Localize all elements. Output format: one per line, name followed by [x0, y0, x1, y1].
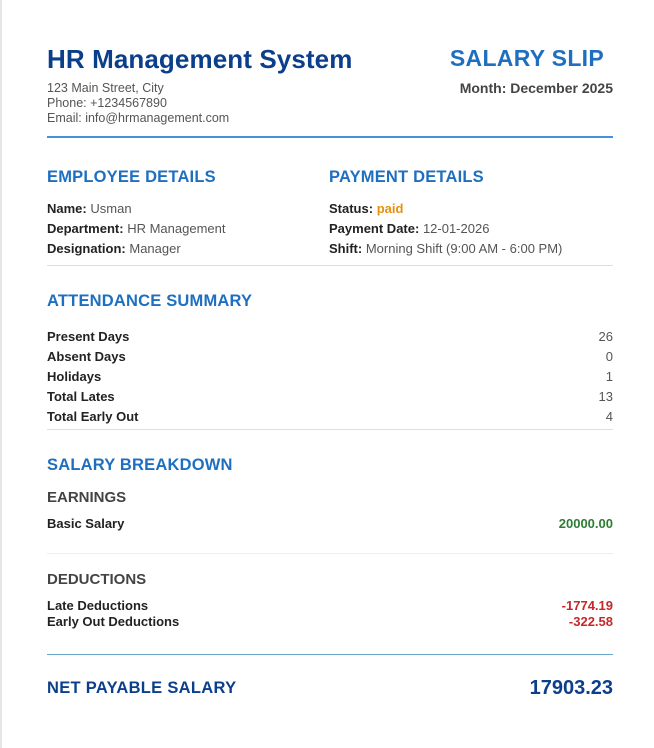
employee-name: Name: Usman [47, 201, 132, 216]
payment-details-title: PAYMENT DETAILS [329, 168, 484, 186]
attendance-section [47, 266, 613, 430]
company-address: 123 Main Street, City [47, 81, 164, 95]
details-section [47, 138, 613, 266]
earnings-title: EARNINGS [47, 489, 127, 506]
earning-row: Basic Salary 20000.00 [47, 516, 613, 531]
page-edge [0, 0, 2, 748]
attendance-title: ATTENDANCE SUMMARY [47, 292, 253, 310]
payment-shift: Shift: Morning Shift (9:00 AM - 6:00 PM) [329, 241, 563, 256]
net-salary-value: 17903.23 [529, 677, 613, 699]
company-phone: Phone: +1234567890 [47, 96, 167, 110]
deduction-row: Early Out Deductions -322.58 [47, 614, 613, 629]
employee-department: Department: HR Management [47, 221, 226, 236]
deduction-row: Late Deductions -1774.19 [47, 598, 613, 613]
net-salary [47, 655, 613, 715]
status-badge: paid [376, 201, 404, 216]
slip-header [47, 0, 613, 138]
net-salary-label: NET PAYABLE SALARY [47, 679, 237, 697]
deductions-title: DEDUCTIONS [47, 571, 147, 588]
company-email: Email: info@hrmanagement.com [47, 111, 230, 125]
attendance-row: Present Days 26 [47, 329, 613, 344]
attendance-row: Absent Days 0 [47, 349, 613, 364]
payment-details [329, 168, 562, 261]
salary-breakdown [47, 430, 613, 655]
employee-designation: Designation: Manager [47, 241, 181, 256]
slip-month: Month: December 2025 [459, 80, 613, 96]
attendance-row: Holidays 1 [47, 369, 613, 384]
attendance-row: Total Early Out 4 [47, 409, 613, 424]
payment-date: Payment Date: 12-01-2026 [329, 221, 490, 236]
attendance-row: Total Lates 13 [47, 389, 613, 404]
employee-details-title: EMPLOYEE DETAILS [47, 168, 216, 186]
slip-title: SALARY SLIP [449, 45, 604, 71]
salary-breakdown-title: SALARY BREAKDOWN [47, 456, 233, 474]
company-name: HR Management System [47, 44, 353, 74]
employee-details [47, 168, 225, 261]
payment-status: Status: paid [329, 201, 404, 216]
salary-slip [47, 0, 613, 715]
earnings-divider [47, 553, 613, 554]
